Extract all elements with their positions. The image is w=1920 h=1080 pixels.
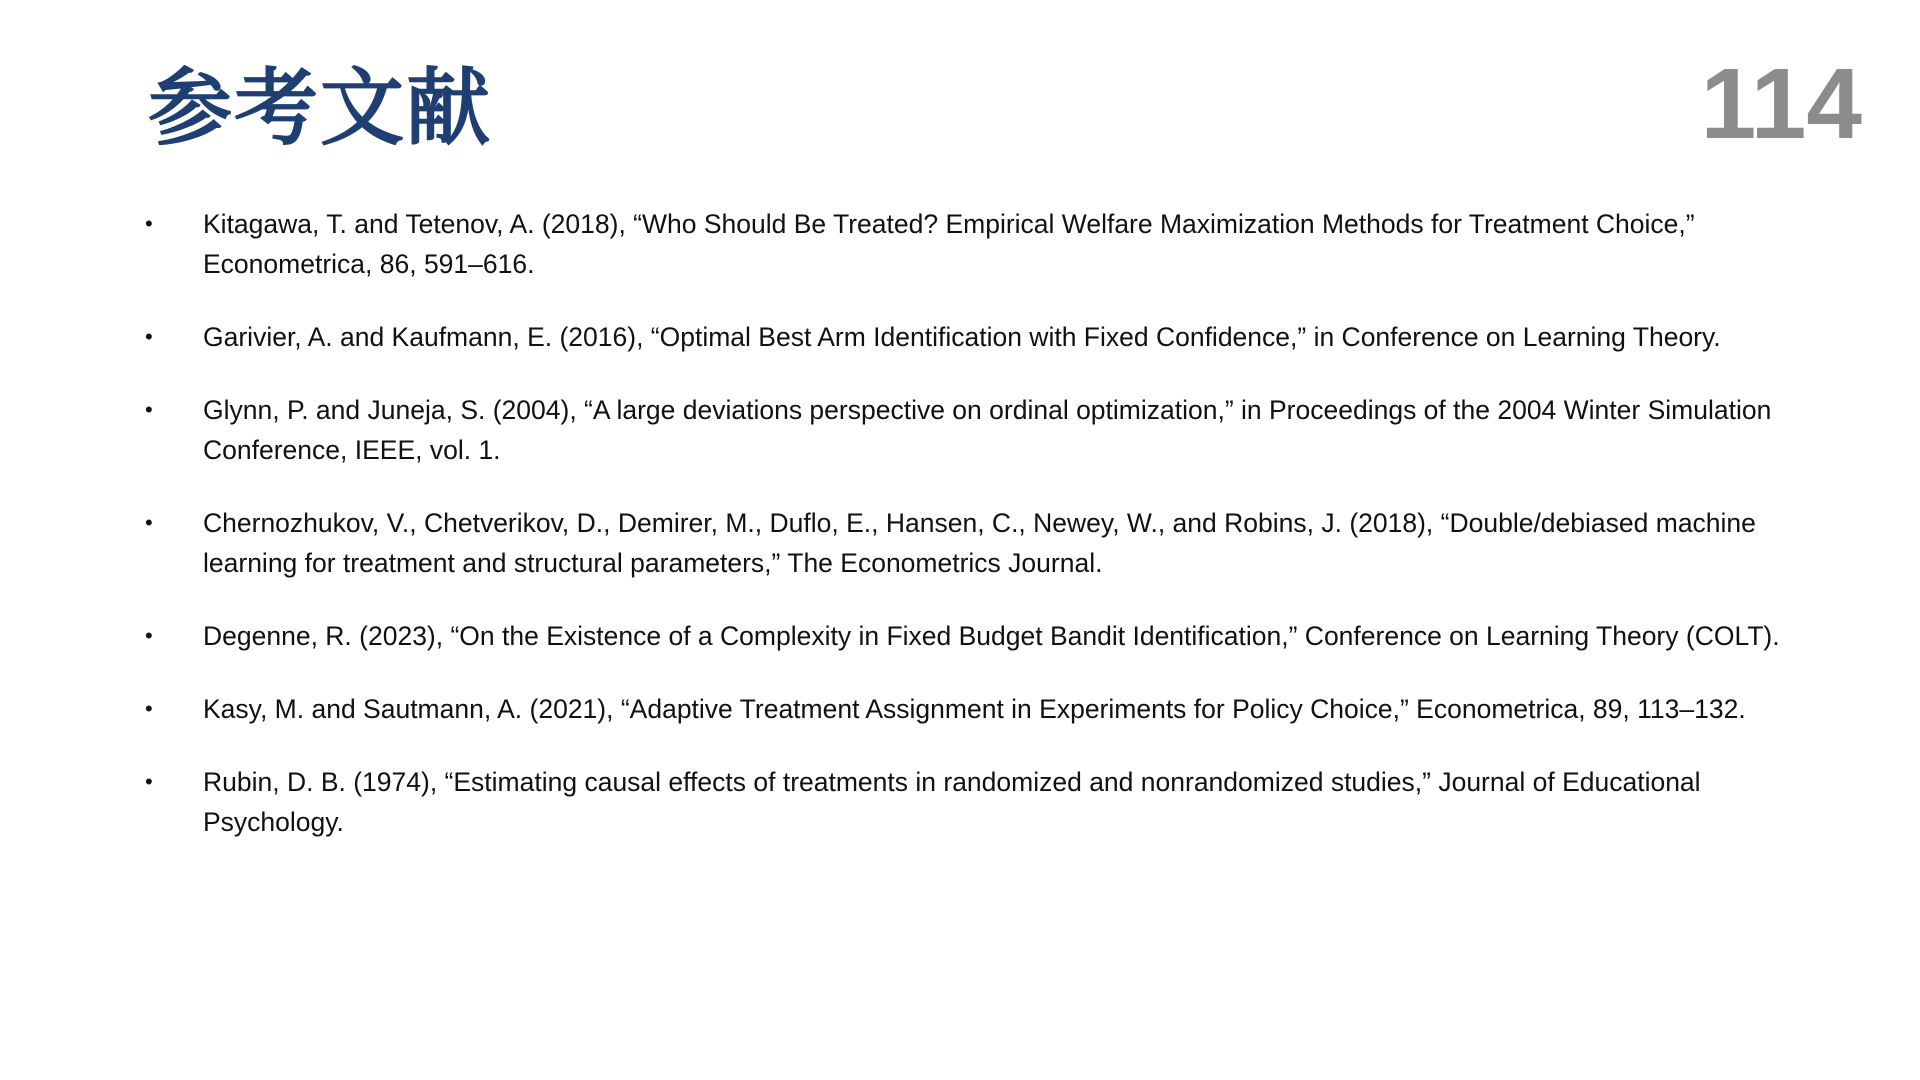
reference-item — [145, 390, 1795, 470]
page-number: 114 — [1700, 48, 1862, 160]
bullet-icon: • — [145, 324, 153, 349]
bullet-icon: • — [145, 211, 153, 236]
reference-item — [145, 317, 1795, 357]
bullet-icon: • — [145, 769, 153, 794]
reference-text: Kitagawa, T. and Tetenov, A. (2018), “Who Should Be Treated? Empirical Welfare Maximization Methods for Treatment Choice,” Econometrica, 86, 591–616. — [203, 209, 1695, 279]
reference-text: Kasy, M. and Sautmann, A. (2021), “Adaptive Treatment Assignment in Experiments for Policy Choice,” Econometrica, 89, 113–132. — [203, 694, 1746, 724]
reference-text: Garivier, A. and Kaufmann, E. (2016), “Optimal Best Arm Identification with Fixed Confidence,” in Conference on Learning Theory. — [203, 322, 1721, 352]
bullet-icon: • — [145, 397, 153, 422]
bullet-icon: • — [145, 510, 153, 535]
reference-text: Degenne, R. (2023), “On the Existence of a Complexity in Fixed Budget Bandit Identification,” Conference on Learning Theory (COLT). — [203, 621, 1780, 651]
reference-list — [145, 204, 1795, 875]
reference-item — [145, 616, 1795, 656]
reference-item — [145, 689, 1795, 729]
reference-text: Glynn, P. and Juneja, S. (2004), “A large deviations perspective on ordinal optimization,” in Proceedings of the 2004 Winter Simulation Conference, IEEE, vol. 1. — [203, 395, 1772, 465]
reference-text: Chernozhukov, V., Chetverikov, D., Demirer, M., Duflo, E., Hansen, C., Newey, W., and Robins, J. (2018), “Double/debiased machine learning for treatment and structural parameters,” The Econometrics Journal. — [203, 508, 1756, 578]
bullet-icon: • — [145, 696, 153, 721]
reference-item — [145, 762, 1795, 842]
reference-item — [145, 503, 1795, 583]
reference-text: Rubin, D. B. (1974), “Estimating causal effects of treatments in randomized and nonrandomized studies,” Journal of Educational Psychology. — [203, 767, 1701, 837]
slide-title: 参考文献 — [148, 59, 493, 157]
bullet-icon: • — [145, 623, 153, 648]
reference-item — [145, 204, 1795, 284]
